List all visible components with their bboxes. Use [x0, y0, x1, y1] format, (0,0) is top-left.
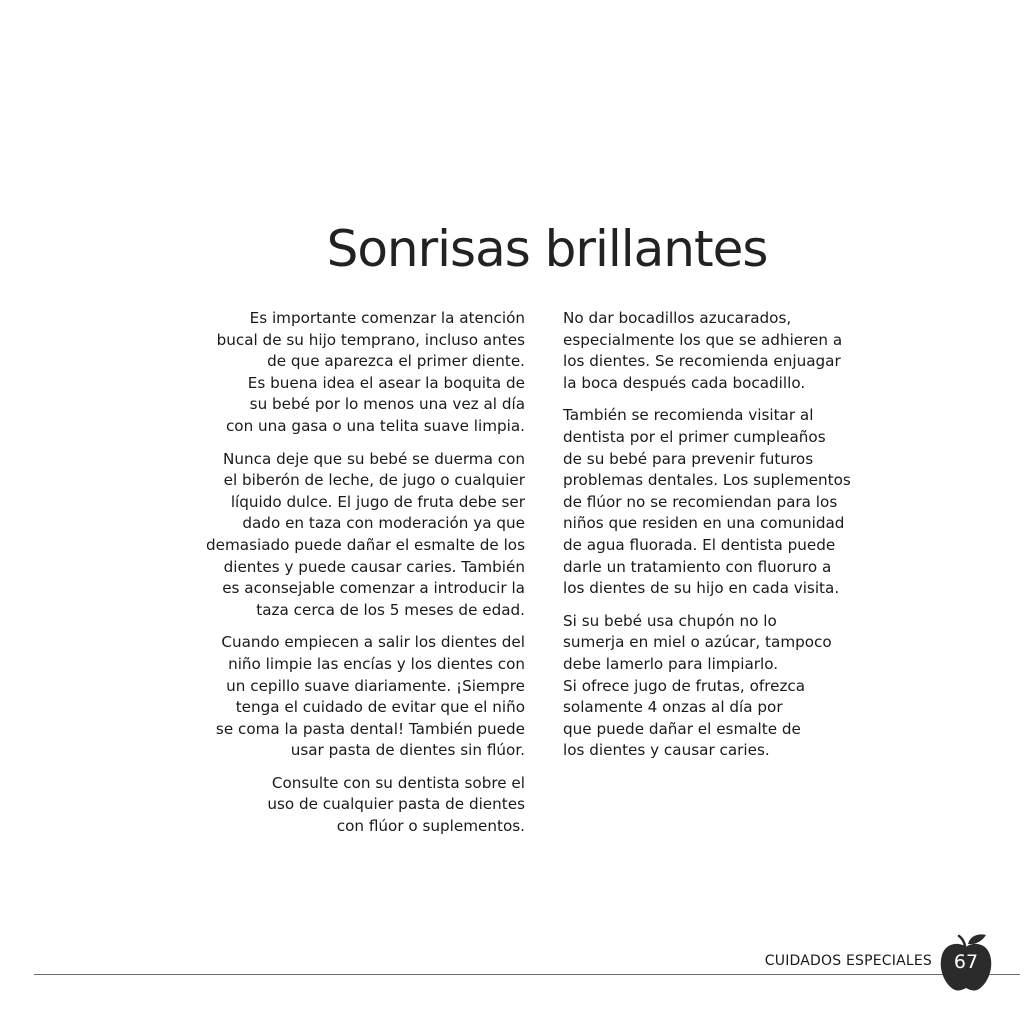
text-line: la boca después cada bocadillo.	[563, 373, 806, 392]
text-line: Si ofrece jugo de frutas, ofrezca	[563, 676, 806, 695]
text-line: dado en taza con moderación ya que	[242, 514, 525, 533]
text-line: niños que residen en una comunidad	[563, 514, 845, 533]
text-line: debe lamerlo para limpiarlo.	[563, 654, 779, 673]
text-line: Cuando empiecen a salir los dientes del	[221, 633, 525, 652]
right-column	[563, 308, 851, 773]
page-number: 67	[953, 951, 979, 973]
apple-leaf	[968, 934, 986, 944]
text-line: se coma la pasta dental! También puede	[215, 719, 525, 738]
text-line: con flúor o suplementos.	[336, 817, 525, 836]
text-line: con una gasa o una telita suave limpia.	[225, 416, 525, 435]
text-line: No dar bocadillos azucarados,	[563, 309, 792, 327]
text-line: Nunca deje que su bebé se duerma con	[223, 449, 525, 468]
text-line: de que aparezca el primer diente.	[267, 352, 525, 371]
section-label: CUIDADOS ESPECIALES	[764, 953, 932, 969]
text-line: los dientes de su hijo en cada visita.	[563, 579, 840, 598]
text-line: niño limpie las encías y los dientes con	[228, 654, 525, 673]
left-paragraph-4	[206, 773, 525, 838]
footer-divider	[34, 974, 1020, 975]
text-line: líquido dulce. El jugo de fruta debe ser	[230, 492, 525, 511]
text-line: solamente 4 onzas al día por	[563, 698, 783, 717]
left-paragraph-3	[206, 632, 525, 762]
text-line: que puede dañar el esmalte de	[563, 719, 801, 738]
text-line: Es importante comenzar la atención	[249, 309, 525, 327]
text-line: darle un tratamiento con fluoruro a	[563, 557, 832, 576]
text-line: de su bebé para prevenir futuros	[563, 449, 814, 468]
text-line: bucal de su hijo temprano, incluso antes	[216, 330, 525, 349]
page-title: Sonrisas brillantes	[326, 220, 768, 278]
text-line: el biberón de leche, de jugo o cualquier	[223, 471, 525, 490]
text-line: Es buena idea el asear la boquita de	[247, 373, 525, 392]
right-paragraph-2	[563, 405, 851, 599]
text-line: de agua fluorada. El dentista puede	[563, 535, 836, 554]
right-paragraph-3	[563, 611, 851, 762]
text-line: tenga el cuidado de evitar que el niño	[235, 698, 525, 717]
text-line: problemas dentales. Los suplementos	[563, 471, 851, 490]
text-line: demasiado puede dañar el esmalte de los	[206, 535, 525, 554]
left-paragraph-1	[206, 308, 525, 438]
text-line: También se recomienda visitar al	[563, 406, 814, 425]
text-line: Consulte con su dentista sobre el	[271, 773, 525, 792]
text-line: es aconsejable comenzar a introducir la	[222, 579, 525, 598]
text-line: los dientes y causar caries.	[563, 741, 770, 760]
text-line: sumerja en miel o azúcar, tampoco	[563, 633, 832, 652]
left-paragraph-2	[206, 449, 525, 622]
text-line: su bebé por lo menos una vez al día	[249, 395, 525, 414]
text-line: uso de cualquier pasta de dientes	[267, 795, 525, 814]
text-line: especialmente los que se adhieren a	[563, 330, 843, 349]
text-line: usar pasta de dientes sin flúor.	[290, 741, 525, 760]
text-line: de flúor no se recomiendan para los	[563, 492, 838, 511]
text-line: dentista por el primer cumpleaños	[563, 427, 826, 446]
left-column	[206, 308, 525, 849]
right-paragraph-1	[563, 308, 851, 394]
text-line: Si su bebé usa chupón no lo	[563, 611, 777, 630]
text-line: dientes y puede causar caries. También	[223, 557, 525, 576]
text-line: los dientes. Se recomienda enjuagar	[563, 352, 841, 371]
text-line: taza cerca de los 5 meses de edad.	[256, 600, 525, 619]
text-line: un cepillo suave diariamente. ¡Siempre	[226, 676, 525, 695]
